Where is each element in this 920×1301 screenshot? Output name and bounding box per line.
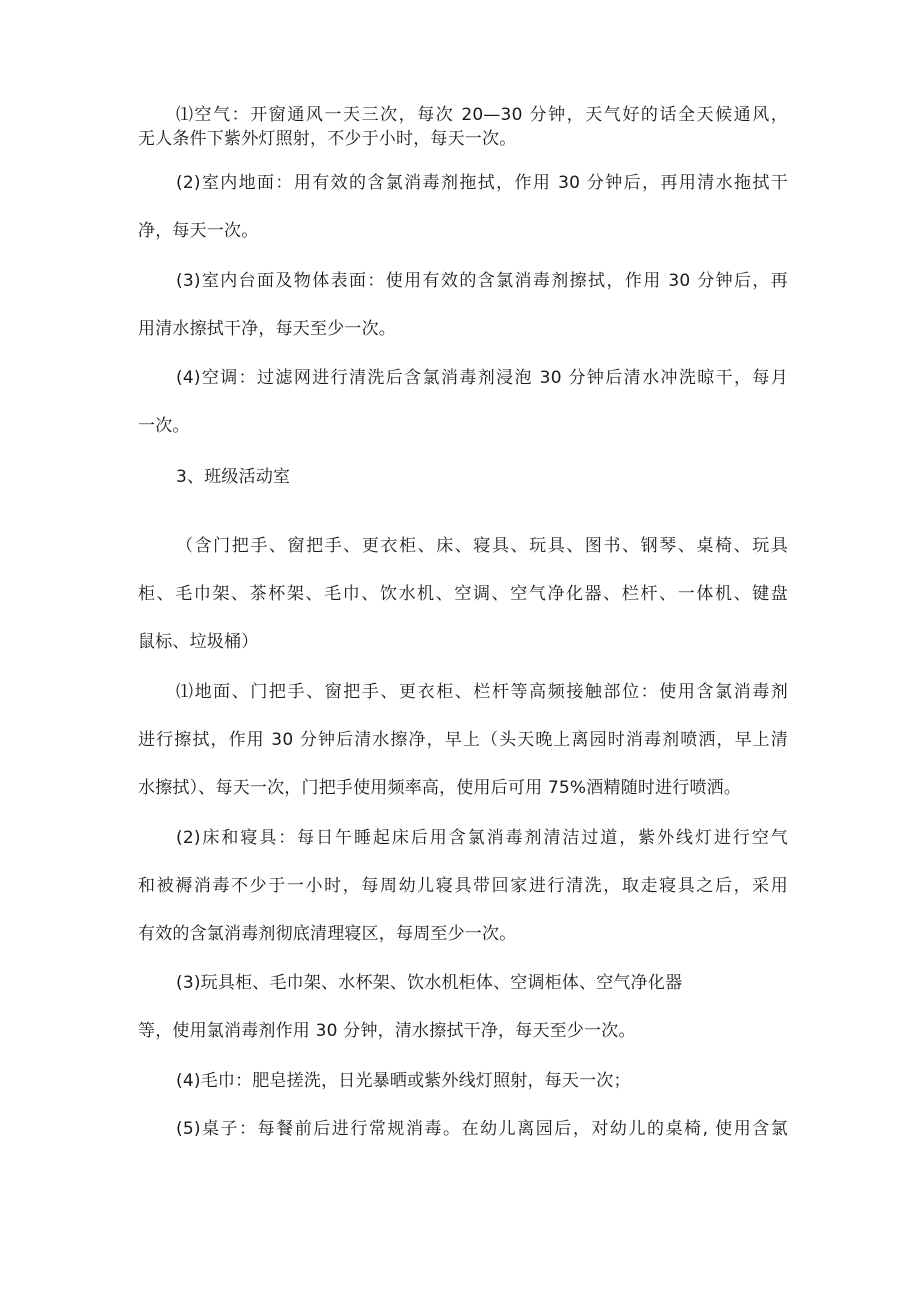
paragraph-line: (2)床和寝具：每日午睡起床后用含氯消毒剂清洁过道，紫外线灯进行空气 (176, 828, 788, 848)
paragraph-line: 水擦拭）、每天一次，门把手使用频率高，使用后可用 75%酒精随时进行喷洒。 (138, 778, 742, 798)
paragraph-line: 无人条件下紫外灯照射，不少于小时，每天一次。 (138, 129, 517, 149)
paragraph-line: ⑴空气：开窗通风一天三次，每次 20—30 分钟，天气好的话全天候通风， (176, 105, 788, 125)
paragraph-line: (3)玩具柜、毛巾架、水杯架、饮水机柜体、空调柜体、空气净化器 (176, 973, 683, 993)
paragraph-line: (3)室内台面及物体表面：使用有效的含氯消毒剂擦拭，作用 30 分钟后，再 (176, 271, 788, 291)
paragraph-line: 和被褥消毒不少于一小时，每周幼儿寝具带回家进行清洗，取走寝具之后，采用 (138, 876, 788, 896)
paragraph-line: 有效的含氯消毒剂彻底清理寝区，每周至少一次。 (138, 924, 517, 944)
paragraph-line: 净，每天一次。 (138, 221, 259, 241)
paragraph-line: (4)空调：过滤网进行清洗后含氯消毒剂浸泡 30 分钟后清水冲洗晾干，每月 (176, 368, 788, 388)
paragraph-line: (5)桌子：每餐前后进行常规消毒。在幼儿离园后，对幼儿的桌椅, 使用含氯 (176, 1119, 788, 1139)
section-heading: 3、班级活动室 (176, 467, 291, 487)
paragraph-line: 用清水擦拭干净，每天至少一次。 (138, 319, 396, 339)
paragraph-line: 鼠标、垃圾桶） (138, 632, 259, 652)
paragraph-line: (4)毛巾：肥皂搓洗，日光暴晒或紫外线灯照射，每天一次； (176, 1071, 631, 1091)
paragraph-line: 柜、毛巾架、茶杯架、毛巾、饮水机、空调、空气净化器、栏杆、一体机、键盘 (138, 584, 788, 604)
paragraph-line: 进行擦拭，作用 30 分钟后清水擦净，早上（头天晚上离园时消毒剂喷洒，早上清 (138, 730, 788, 750)
paragraph-line: 一次。 (138, 416, 190, 436)
paragraph-line: (2)室内地面：用有效的含氯消毒剂拖拭，作用 30 分钟后，再用清水拖拭干 (176, 173, 788, 193)
paragraph-line: 等，使用氯消毒剂作用 30 分钟，清水擦拭干净，每天至少一次。 (138, 1021, 636, 1041)
paragraph-line: （含门把手、窗把手、更衣柜、床、寝具、玩具、图书、钢琴、桌椅、玩具 (176, 536, 788, 556)
paragraph-line: ⑴地面、门把手、窗把手、更衣柜、栏杆等高频接触部位：使用含氯消毒剂 (176, 682, 788, 702)
